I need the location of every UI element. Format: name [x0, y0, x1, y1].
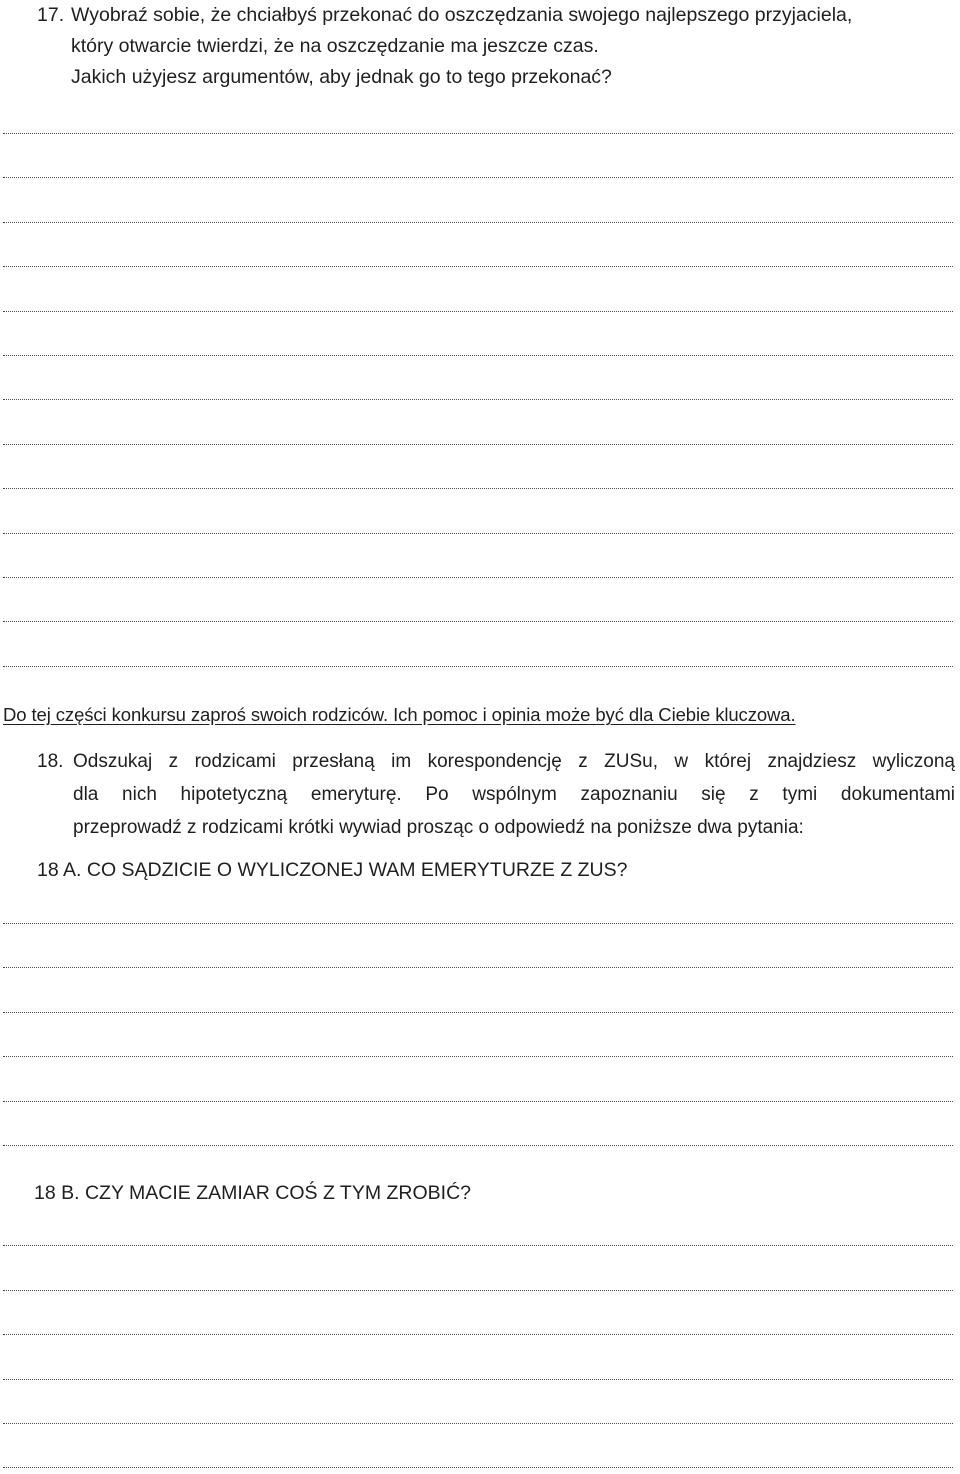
answer-line[interactable]	[3, 311, 953, 312]
answer-line[interactable]	[3, 1423, 953, 1424]
question-18-line-3: przeprowadź z rodzicami krótki wywiad prosząc o odpowiedź na poniższe dwa pytania:	[73, 817, 804, 838]
question-18b: 18 B. CZY MACIE ZAMIAR COŚ Z TYM ZROBIĆ?	[34, 1182, 472, 1204]
answer-line[interactable]	[3, 355, 953, 356]
answer-line[interactable]	[3, 1334, 953, 1335]
answer-line[interactable]	[3, 967, 953, 968]
answer-line[interactable]	[3, 222, 953, 223]
answer-line[interactable]	[3, 1145, 953, 1146]
answer-line[interactable]	[3, 1056, 953, 1057]
question-17-number: 17.	[37, 4, 65, 26]
answer-line[interactable]	[3, 666, 953, 667]
question-17-line-3: Jakich użyjesz argumentów, aby jednak go to tego przekonać?	[71, 66, 612, 88]
answer-line[interactable]	[3, 923, 953, 924]
question-18-line-2: dla nich hipotetyczną emeryturę. Po wspólnym zapoznaniu się z tymi dokumentami	[73, 784, 955, 805]
answer-line[interactable]	[3, 1290, 953, 1291]
answer-line[interactable]	[3, 177, 953, 178]
answer-line[interactable]	[3, 1467, 953, 1468]
answer-line[interactable]	[3, 1245, 953, 1246]
answer-line[interactable]	[3, 1101, 953, 1102]
answer-line[interactable]	[3, 133, 953, 134]
question-18-line-1: Odszukaj z rodzicami przesłaną im korespondencję z ZUSu, w której znajdziesz wyliczoną	[73, 751, 955, 772]
answer-line[interactable]	[3, 444, 953, 445]
answer-line[interactable]	[3, 1012, 953, 1013]
question-17-line-2: który otwarcie twierdzi, że na oszczędzanie ma jeszcze czas.	[71, 35, 599, 57]
answer-line[interactable]	[3, 488, 953, 489]
question-18-number: 18.	[37, 751, 64, 772]
answer-line[interactable]	[3, 577, 953, 578]
answer-line[interactable]	[3, 621, 953, 622]
question-17-line-1: 17. Wyobraź sobie, że chciałbyś przekonać do oszczędzania swojego najlepszego przyjaciela,	[37, 0, 852, 31]
answer-line[interactable]	[3, 1379, 953, 1380]
answer-line[interactable]	[3, 399, 953, 400]
question-18-text	[73, 745, 955, 844]
parents-note: Do tej części konkursu zaproś swoich rodziców. Ich pomoc i opinia może być dla Ciebie kluczowa.	[3, 704, 796, 725]
question-18a: 18 A. CO SĄDZICIE O WYLICZONEJ WAM EMERYTURZE Z ZUS?	[37, 859, 628, 881]
answer-line[interactable]	[3, 533, 953, 534]
answer-line[interactable]	[3, 266, 953, 267]
question-17	[37, 0, 852, 93]
question-18	[37, 745, 955, 844]
